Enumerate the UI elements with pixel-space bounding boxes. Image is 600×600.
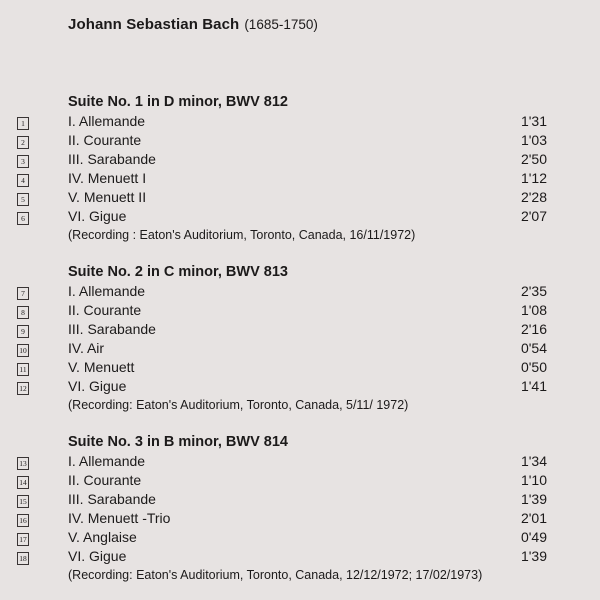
- track-number-box: 18: [17, 552, 29, 565]
- track-row: [0, 472, 600, 491]
- track-number-box: 6: [17, 212, 29, 225]
- track-number-box: 14: [17, 476, 29, 489]
- track-row: [0, 510, 600, 529]
- movement-title: II. Courante: [68, 302, 142, 318]
- track-row: [0, 340, 600, 359]
- track-duration: 1'31: [520, 113, 547, 129]
- track-number-box: 9: [17, 325, 29, 338]
- movement-title: I. Allemande: [68, 113, 146, 129]
- suite-title: Suite No. 1 in D minor, BWV 812: [68, 94, 288, 110]
- movement-title: III. Sarabande: [68, 151, 156, 167]
- recording-note: (Recording : Eaton's Auditorium, Toronto, Canada, 16/11/1972): [68, 228, 416, 242]
- track-row: [0, 529, 600, 548]
- movement-title: V. Menuett: [68, 359, 135, 375]
- track-duration: 2'35: [520, 283, 547, 299]
- movement-title: III. Sarabande: [68, 491, 156, 507]
- track-row: [0, 170, 600, 189]
- track-duration: 0'54: [520, 340, 547, 356]
- movement-title: II. Courante: [68, 132, 142, 148]
- track-duration: 2'28: [520, 189, 547, 205]
- track-number-box: 16: [17, 514, 29, 527]
- track-row: [0, 113, 600, 132]
- track-duration: 1'08: [520, 302, 547, 318]
- track-number-box: 13: [17, 457, 29, 470]
- movement-title: IV. Air: [68, 340, 105, 356]
- track-duration: 2'16: [520, 321, 547, 337]
- track-duration: 2'07: [520, 208, 547, 224]
- track-row: [0, 283, 600, 302]
- track-duration: 1'34: [520, 453, 547, 469]
- composer-dates: (1685-1750): [244, 17, 318, 32]
- movement-title: VI. Gigue: [68, 208, 127, 224]
- movement-title: VI. Gigue: [68, 378, 127, 394]
- recording-note: (Recording: Eaton's Auditorium, Toronto, Canada, 5/11/ 1972): [68, 398, 409, 412]
- track-row: [0, 189, 600, 208]
- track-number-box: 5: [17, 193, 29, 206]
- track-duration: 0'50: [520, 359, 547, 375]
- track-row: [0, 208, 600, 227]
- movement-title: I. Allemande: [68, 453, 146, 469]
- track-row: [0, 321, 600, 340]
- recording-note: (Recording: Eaton's Auditorium, Toronto, Canada, 12/12/1972; 17/02/1973): [68, 568, 483, 582]
- track-duration: 1'39: [520, 548, 547, 564]
- track-duration: 1'03: [520, 132, 547, 148]
- movement-title: V. Menuett II: [68, 189, 147, 205]
- track-number-box: 11: [17, 363, 29, 376]
- track-duration: 1'41: [520, 378, 547, 394]
- track-number-box: 15: [17, 495, 29, 508]
- movement-title: VI. Gigue: [68, 548, 127, 564]
- movement-title: V. Anglaise: [68, 529, 137, 545]
- track-duration: 2'50: [520, 151, 547, 167]
- track-number-box: 3: [17, 155, 29, 168]
- track-number-box: 7: [17, 287, 29, 300]
- track-number-box: 2: [17, 136, 29, 149]
- suite-title: Suite No. 2 in C minor, BWV 813: [68, 264, 288, 280]
- track-number-box: 12: [17, 382, 29, 395]
- suite-title: Suite No. 3 in B minor, BWV 814: [68, 434, 288, 450]
- movement-title: II. Courante: [68, 472, 142, 488]
- track-number-box: 10: [17, 344, 29, 357]
- composer-header: [68, 16, 318, 38]
- track-row: [0, 132, 600, 151]
- track-number-box: 4: [17, 174, 29, 187]
- track-row: [0, 359, 600, 378]
- track-row: [0, 151, 600, 170]
- track-row: [0, 378, 600, 397]
- track-row: [0, 491, 600, 510]
- track-number-box: 17: [17, 533, 29, 546]
- track-duration: 1'10: [520, 472, 547, 488]
- track-duration: 0'49: [520, 529, 547, 545]
- track-duration: 1'12: [520, 170, 547, 186]
- track-row: [0, 302, 600, 321]
- track-number-box: 8: [17, 306, 29, 319]
- composer-name: Johann Sebastian Bach: [68, 16, 240, 33]
- movement-title: I. Allemande: [68, 283, 146, 299]
- movement-title: III. Sarabande: [68, 321, 156, 337]
- track-duration: 1'39: [520, 491, 547, 507]
- track-number-box: 1: [17, 117, 29, 130]
- track-duration: 2'01: [520, 510, 547, 526]
- movement-title: IV. Menuett -Trio: [68, 510, 171, 526]
- track-row: [0, 453, 600, 472]
- track-row: [0, 548, 600, 567]
- movement-title: IV. Menuett I: [68, 170, 147, 186]
